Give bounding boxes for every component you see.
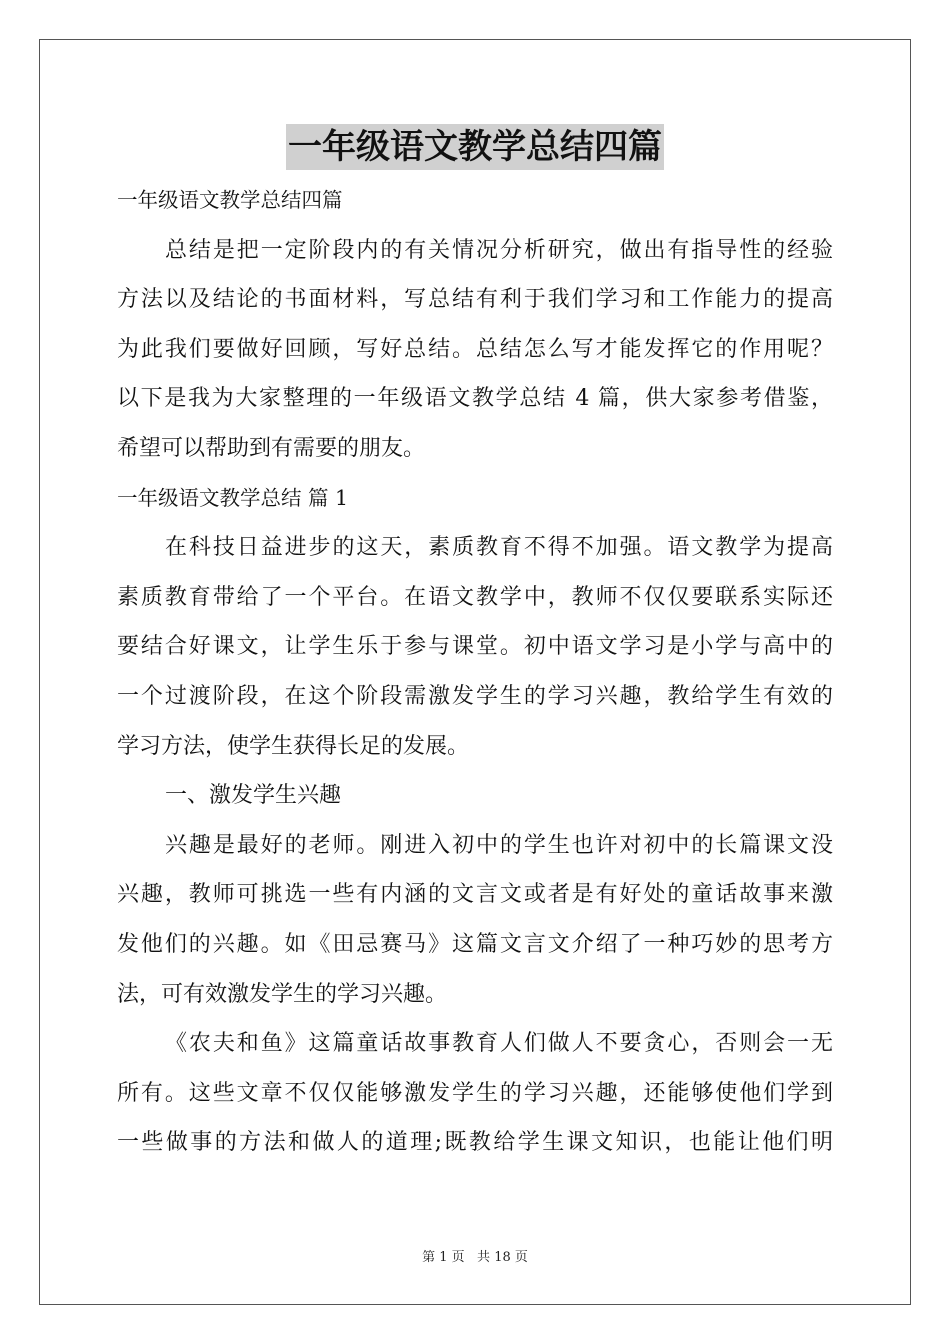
subsection-heading: 一、激发学生兴趣 [165,783,342,809]
paragraph-line: 在科技日益进步的这天，素质教育不得不加强。语文教学为提高 [165,535,833,561]
paragraph-line: 要结合好课文，让学生乐于参与课堂。初中语文学习是小学与高中的 [117,634,833,660]
paragraph-line: 法，可有效激发学生的学习兴趣。 [117,981,448,1007]
paragraph-line: 学习方法，使学生获得长足的发展。 [117,733,470,759]
document-body [117,176,833,1168]
paragraph-line: 以下是我为大家整理的一年级语文教学总结 4 篇，供大家参考借鉴， [117,386,833,412]
paragraph-line: 兴趣是最好的老师。刚进入初中的学生也许对初中的长篇课文没 [165,832,833,858]
paragraph-line: 素质教育带给了一个平台。在语文教学中，教师不仅仅要联系实际还 [117,584,833,610]
paragraph-line: 一些做事的方法和做人的道理;既教给学生课文知识，也能让他们明 [117,1130,833,1156]
paragraph-line: 所有。这些文章不仅仅能够激发学生的学习兴趣，还能够使他们学到 [117,1080,833,1106]
document-title: 一年级语文教学总结四篇 [286,124,664,170]
paragraph-line: 兴趣，教师可挑选一些有内涵的文言文或者是有好处的童话故事来激 [117,882,833,908]
paragraph-line: 希望可以帮助到有需要的朋友。 [117,435,426,461]
paragraph-line: 发他们的兴趣。如《田忌赛马》这篇文言文介绍了一种巧妙的思考方 [117,931,833,957]
page-number: 第 1 页 共 18 页 [422,1250,528,1265]
paragraph-line: 总结是把一定阶段内的有关情况分析研究，做出有指导性的经验 [165,237,833,263]
paragraph-line: 方法以及结论的书面材料，写总结有利于我们学习和工作能力的提高 [117,287,833,313]
section-heading: 一年级语文教学总结 篇 1 [117,485,349,510]
paragraph-line: 为此我们要做好回顾，写好总结。总结怎么写才能发挥它的作用呢？ [117,336,833,362]
paragraph-line: 一个过渡阶段，在这个阶段需激发学生的学习兴趣，教给学生有效的 [117,683,833,709]
page-footer [0,1246,950,1265]
subtitle-line: 一年级语文教学总结四篇 [117,188,343,212]
paragraph-line: 《农夫和鱼》这篇童话故事教育人们做人不要贪心，否则会一无 [165,1031,833,1057]
title-container [0,124,950,170]
